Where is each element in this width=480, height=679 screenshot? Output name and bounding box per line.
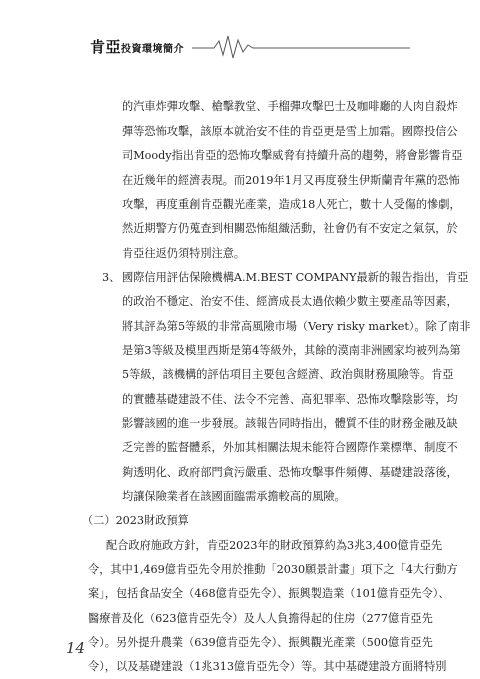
text-line: 5等級，該機構的評估項目主要包含經濟、政治與財務風險等。肯亞 <box>122 368 454 381</box>
header-title-main: 肯亞 <box>90 38 122 56</box>
text-line: 乏完善的監督體系，外加其相關法規未能符合國際作業標準、制度不 <box>122 441 458 454</box>
text-line: 均讓保險業者在該國面臨需承擔較高的風險。 <box>122 490 346 503</box>
text-line: 令），以及基礎建設（1兆313億肯亞先令）等。其中基礎建設方面將特別 <box>88 660 447 673</box>
text-line: 肯亞往返仍須特別注意。 <box>122 247 246 260</box>
text-line: 案」，包括食品安全（468億肯亞先令）、振興製造業（101億肯亞先令）、 <box>88 587 450 600</box>
header-title-sub: 投資環境簡介 <box>121 44 185 55</box>
list-item-number: 3、 <box>102 271 121 284</box>
text-line: 的政治不穩定、治安不佳、經濟成長太過依賴少數主要產品等因素， <box>122 295 458 308</box>
text-line: 國際信用評估保險機構A.M.BEST COMPANY最新的報告指出，肯亞 <box>122 271 469 284</box>
text-line: 的汽車炸彈攻擊、槍擊教堂、手榴彈攻擊巴士及咖啡廳的人肉自殺炸 <box>122 100 458 113</box>
text-line: 令，其中1,469億肯亞先令用於推動「2030願景計畫」項下之「4大行動方 <box>88 563 458 576</box>
text-line: 司Moody指出肯亞的恐怖攻擊威脅有持續升高的趨勢，將會影響肯亞 <box>122 149 463 162</box>
text-line: 將其評為第5等級的非常高風險市場（Very risky market）。除了南非 <box>122 320 471 333</box>
text-line: 然近期警方仍蒐查到相關恐怖組織活動，社會仍有不安定之氣氛，於 <box>122 222 458 235</box>
text-line: 醫療普及化（623億肯亞先令）及人人負擔得起的住房（277億肯亞先 <box>88 612 433 625</box>
text-line: 令）。另外提升農業（639億肯亞先令）、振興觀光產業（500億肯亞先 <box>88 636 433 649</box>
text-line: 夠透明化、政府部門貪污嚴重、恐怖攻擊事件頻傳、基礎建設落後， <box>122 466 458 479</box>
text-line: 在近幾年的經濟表現。而2019年1月又再度發生伊斯蘭青年黨的恐怖 <box>122 174 460 187</box>
text-line: 影響該國的進一步發展。該報告同時指出，體質不佳的財務金融及缺 <box>122 417 458 430</box>
text-line: 彈等恐怖攻擊，該原本就治安不佳的肯亞更是雪上加霜。國際投信公 <box>122 125 458 138</box>
text-line: 攻擊，再度重創肯亞觀光產業，造成18人死亡，數十人受傷的慘劇， <box>122 198 461 211</box>
text-line: 的實體基礎建設不佳、法令不完善、高犯罪率、恐怖攻擊陰影等，均 <box>122 393 458 406</box>
text-line: 配合政府施政方針，肯亞2023年的財政預算約為3兆3,400億肯亞先 <box>106 539 443 552</box>
text-line: 是第3等級及模里西斯是第4等級外，其餘的漠南非洲國家均被列為第 <box>122 344 461 357</box>
section-heading: （二）2023財政預算 <box>82 514 189 527</box>
page-number: 14 <box>66 639 86 657</box>
